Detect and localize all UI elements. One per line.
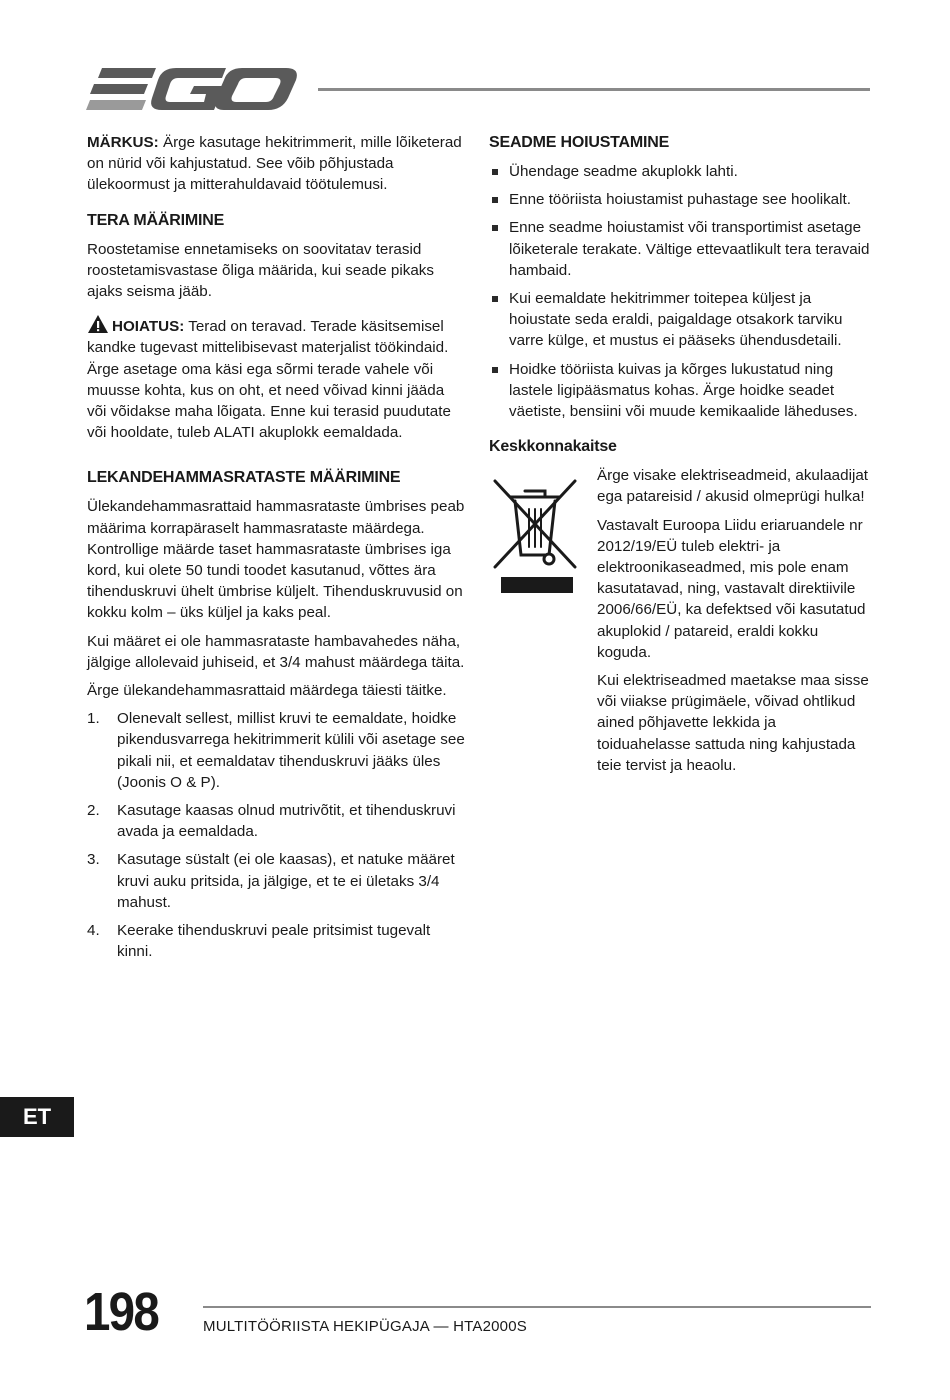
language-tab: ET (0, 1097, 74, 1137)
list-item (87, 849, 467, 913)
step-number: 4. (87, 922, 100, 940)
step-number: 3. (87, 851, 100, 869)
blade-lube-heading: TERA MÄÄRIMINE (87, 211, 225, 229)
note-label: MÄRKUS: (87, 134, 159, 151)
warning-paragraph (87, 314, 467, 443)
list-item (87, 800, 467, 842)
gear-lube-p2: Kui määret ei ole hammasrataste hambavahedes näha, jälgige allolevaid juhiseid, et 3/4 mahust määrdega täita. (87, 632, 465, 671)
crossed-out-wheelie-bin-icon (489, 469, 581, 593)
list-item: Enne seadme hoiustamist või transportimist asetage lõiketerale terakate. Vältige ettevaatlikult tera teravaid hambaid. (489, 217, 873, 281)
gear-lube-p1: Ülekandehammasrattaid hammasrataste ümbrises peab määrima korrapäraselt hammasrataste määrdega. Kontrollige määrde taset hammasrataste ümbrises iga kord, kui olete 50 tundi toodet kasutanud, võttes ära tihenduskruvi ühelt ümbrise küljelt. Tihenduskruvusid on kokku kolm – üks küljel ja kaks peal. (87, 498, 465, 622)
list-item (87, 920, 467, 962)
ego-logo (86, 64, 298, 114)
step-text: Olenevalt sellest, millist kruvi te eemaldate, hoidke pikendusvarrega hekitrimmerit külili või asetage see pikali nii, et eemaldatav tihenduskruvi jääks üles (Joonis O & P). (117, 710, 465, 791)
left-column (87, 132, 467, 970)
environment-p1: Ärge visake elektriseadmeid, akulaadijat ega patareisid / akusid olmeprügi hulka! (597, 467, 868, 506)
list-item: Enne tööriista hoiustamist puhastage see hoolikalt. (489, 189, 873, 210)
storage-heading: SEADME HOIUSTAMINE (489, 134, 670, 151)
blade-lube-text: Roostetamise ennetamiseks on soovitatav terasid roostetamisvastase õliga määrida, kui seade pikaks ajaks seisma jääb. (87, 240, 434, 301)
note-paragraph (87, 132, 467, 196)
step-number: 1. (87, 710, 100, 728)
footer-title: MULTITÖÖRIISTA HEKIPÜGAJA — HTA2000S (203, 1318, 527, 1335)
step-number: 2. (87, 802, 100, 820)
environment-heading: Keskkonnakaitse (489, 438, 617, 456)
environment-block (489, 465, 873, 776)
footer-rule (203, 1306, 871, 1308)
list-item: Kui eemaldate hekitrimmer toitepea küljest ja hoiustate seda eraldi, paigaldage otsakork tarviku varre külge, et mustus ei pääseks ühendusdetaili. (489, 288, 873, 352)
gear-lube-steps (87, 708, 467, 962)
list-item (87, 708, 467, 793)
header-rule (318, 88, 870, 91)
step-text: Kasutage kaasas olnud mutrivõtit, et tihenduskruvi avada ja eemaldada. (117, 802, 456, 841)
note-text: Ärge kasutage hekitrimmerit, mille lõiketerad on nürid või kahjustatud. See võib põhjustada ülekoormust ja mitterahuldavaid töötulemusi. (87, 134, 462, 194)
warning-text: Terad on teravad. Terade käsitsemisel kandke tugevast mittelibisevast materjalist töökindaid. Ärge asetage oma käsi ega sõrmi terade vahele või muusse kohta, kus on oht, et need võivad kinni jääda või võidakse maha lõigata. Enne kui terasid puudutate või hooldate, tuleb ALATI akuplokk eemaldada. (87, 318, 451, 442)
environment-p2: Vastavalt Euroopa Liidu eriaruandele nr 2012/19/EÜ tuleb elektri- ja elektroonikaseadmed, mis pole enam kasutatavad, ning, vastavalt direktiivile 2006/66/EÜ, ka defektsed või kasutatud akuplokid / patareid, eraldi kokku koguda. (597, 516, 866, 661)
gear-lube-p3: Ärge ülekandehammasrattaid määrdega täiesti täitke. (87, 682, 447, 700)
step-text: Keerake tihenduskruvi peale pritsimist tugevalt kinni. (117, 922, 431, 961)
list-item: Ühendage seadme akuplokk lahti. (489, 161, 873, 182)
page-number: 198 (84, 1282, 159, 1342)
step-text: Kasutage süstalt (ei ole kaasas), et natuke määret kruvi auku pritsida, ja jälgige, et te ei ületaks 3/4 mahust. (117, 851, 455, 911)
warning-triangle-icon (87, 314, 109, 334)
list-item: Hoidke tööriista kuivas ja kõrges lukustatud ning lastele ligipääsmatus kohas. Ärge hoidke seadet väetiste, bensiini või muude kemikaalide läheduses. (489, 359, 873, 423)
environment-text (597, 465, 873, 776)
storage-list (489, 161, 873, 422)
warning-label: HOIATUS: (112, 318, 185, 336)
right-column (489, 132, 873, 783)
environment-p3: Kui elektriseadmed maetakse maa sisse või viiakse prügimäele, võivad ohtlikud ained põhjavette lekkida ja toiduahelasse sattuda ning kahjustada teie tervist ja heaolu. (597, 672, 869, 774)
gear-lube-heading: LEKANDEHAMMASRATASTE MÄÄRIMINE (87, 469, 401, 487)
